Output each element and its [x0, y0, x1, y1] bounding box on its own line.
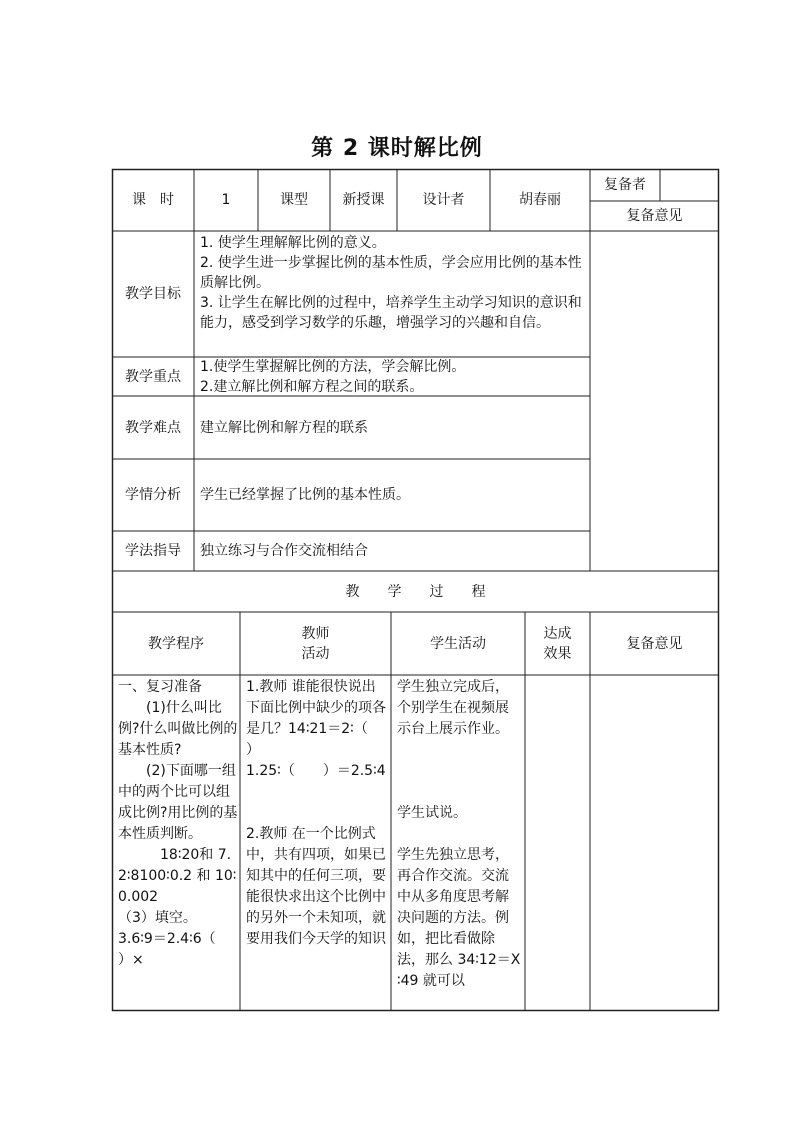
col-xuesheng: 学生活动	[430, 635, 486, 652]
mubiao-item-3: 3. 让学生在解比例的过程中，培养学生主动学习知识的意识和能力，感受到学习数学的乐趣，增强学习的兴趣和自信。	[200, 295, 582, 331]
jiaoshi-content: 1.教师 谁能很快说出下面比例中缺少的项各是几？14∶21＝2∶（ ） 1.25∶（ ）＝2.5∶4 2.教师 在一个比例式中，共有四项，如果已知其中的任何三项，要能很快求出这个比例中的另外一个未知项，就要用我们今天学的知识	[246, 679, 386, 947]
xueqing-text: 学生已经掌握了比例的基本性质。	[200, 487, 410, 503]
ke-shi-value: 1	[221, 192, 231, 208]
zhongdian-item-2: 2.建立解比例和解方程之间的联系。	[200, 379, 424, 395]
col-fubei: 复备意见	[626, 635, 683, 652]
chengxu-content: 一、复习准备 (1)什么叫比例?什么叫做比例的基本性质? (2)下面哪一组中的两个比可以组成比例?用比例的基本性质判断。 18∶20和 7.2∶8100∶0.2 和 10∶0.002 （3）填空。 3.6∶9＝2.4∶6（ ）×	[118, 679, 238, 968]
mubiao-item-1: 1. 使学生理解解比例的意义。	[200, 235, 386, 251]
col-jiaoshi-line1: 教师	[301, 625, 330, 642]
designer-label: 设计者	[422, 192, 465, 208]
fubei-yijian-header: 复备意见	[626, 208, 683, 224]
mubiao-item-2: 2. 使学生进一步掌握比例的基本性质，学会应用比例的基本性质解比例。	[200, 255, 582, 291]
process-heading: 教 学 过 程	[345, 583, 486, 600]
fubei-label: 复备者	[604, 177, 646, 193]
mubiao-label: 教学目标	[125, 286, 181, 302]
xuefa-label: 学法指导	[125, 543, 181, 559]
nandian-label: 教学难点	[125, 419, 181, 436]
zhongdian-label: 教学重点	[125, 368, 181, 385]
xuesheng-content: 学生独立完成后，个别学生在视频展示台上展示作业。 学生试说。 学生先独立思考，再合作交流。交流中从多角度思考解决问题的方法。例如，把比看做除法，那么 34∶12＝X∶49 就可以	[397, 679, 521, 989]
page-title: 第 2 课时解比例	[311, 136, 483, 161]
ke-xing-value: 新授课	[342, 192, 385, 208]
col-dacheng	[525, 612, 590, 675]
ke-shi-label: 课 时	[132, 192, 174, 208]
fubei-value	[660, 169, 719, 201]
ke-xing-label: 课型	[280, 192, 308, 208]
zhongdian-item-1: 1.使学生掌握解比例的方法，学会解比例。	[200, 359, 466, 375]
lesson-plan-table	[112, 169, 719, 1011]
xuefa-text: 独立练习与合作交流相结合	[200, 543, 368, 559]
zhongdian-content	[200, 357, 586, 396]
col-dacheng-line1: 达成	[543, 625, 572, 642]
mubiao-content	[200, 233, 586, 355]
xueqing-label: 学情分析	[125, 487, 181, 503]
col-chengxu: 教学程序	[148, 635, 204, 652]
col-jiaoshi	[240, 612, 391, 675]
col-jiaoshi-line2: 活动	[301, 645, 330, 662]
nandian-text: 建立解比例和解方程的联系	[200, 419, 368, 436]
col-dacheng-line2: 效果	[543, 645, 572, 662]
designer-value: 胡春丽	[519, 192, 561, 208]
